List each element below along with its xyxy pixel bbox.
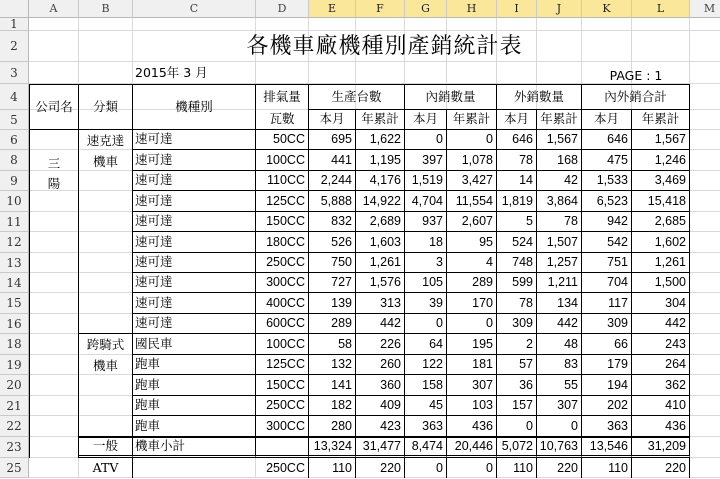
subtotal-cell[interactable]: 5,072	[497, 437, 537, 458]
row-header[interactable]: 16	[0, 314, 29, 334]
page-number: PAGE : 1	[609, 67, 663, 83]
data-cell[interactable]: 307	[447, 375, 497, 396]
data-cell[interactable]: 1,507	[537, 232, 582, 253]
data-cell[interactable]: 2,685	[632, 212, 690, 232]
displacement-value[interactable]: 150CC	[256, 375, 309, 396]
displacement-value[interactable]: 125CC	[256, 191, 309, 212]
partial-cell[interactable]: 110	[497, 458, 537, 478]
data-cell[interactable]: 524	[497, 232, 537, 253]
grid-cell[interactable]	[690, 171, 720, 191]
grid-cell[interactable]	[29, 31, 79, 62]
subtotal-cell[interactable]: 31,477	[356, 437, 405, 458]
data-cell[interactable]: 704	[582, 273, 632, 293]
data-cell[interactable]: 695	[309, 130, 356, 150]
data-cell[interactable]: 442	[632, 314, 690, 334]
displacement-value[interactable]: 125CC	[256, 355, 309, 375]
data-cell[interactable]: 132	[309, 355, 356, 375]
data-cell[interactable]: 441	[309, 150, 356, 171]
header-model: 機種別	[133, 84, 256, 130]
data-cell[interactable]: 362	[632, 375, 690, 396]
data-cell[interactable]: 78	[537, 212, 582, 232]
grid-cell[interactable]	[690, 355, 720, 375]
grid-cell[interactable]	[29, 62, 79, 84]
column-header-C[interactable]: C	[133, 0, 256, 18]
category-line: 速克達	[86, 133, 125, 148]
data-cell[interactable]: 1,195	[356, 150, 405, 171]
header-domestic: 內銷數量	[405, 84, 497, 110]
grid-cell[interactable]	[405, 18, 447, 31]
data-cell[interactable]: 134	[537, 293, 582, 314]
column-header-E[interactable]: E	[309, 0, 356, 18]
row-header[interactable]: 2	[0, 31, 29, 62]
data-cell[interactable]: 4	[447, 253, 497, 273]
model-name[interactable]: 跑車	[133, 355, 256, 375]
grid-cell[interactable]	[690, 396, 720, 416]
subtotal-label: 機車小計	[133, 437, 256, 458]
grid-cell[interactable]	[690, 130, 720, 150]
model-name[interactable]: 速可達	[133, 273, 256, 293]
data-cell[interactable]: 260	[356, 355, 405, 375]
grid-cell[interactable]	[690, 273, 720, 293]
data-cell[interactable]: 57	[497, 355, 537, 375]
data-cell[interactable]: 45	[405, 396, 447, 416]
partial-cell[interactable]: 220	[356, 458, 405, 478]
data-cell[interactable]: 363	[405, 416, 447, 437]
data-cell[interactable]: 442	[356, 314, 405, 334]
data-cell[interactable]: 1,576	[356, 273, 405, 293]
model-name[interactable]: 速可達	[133, 212, 256, 232]
data-cell[interactable]: 4,704	[405, 191, 447, 212]
data-cell[interactable]: 15,418	[632, 191, 690, 212]
partial-category[interactable]: ATV	[79, 458, 133, 478]
row-header[interactable]: 14	[0, 273, 29, 293]
header-displacement-unit: 瓦數	[256, 110, 309, 130]
row-header[interactable]: 8	[0, 150, 29, 171]
row-header[interactable]: 10	[0, 191, 29, 212]
grid-cell[interactable]	[690, 375, 720, 396]
category-line: 跨騎式	[86, 337, 125, 352]
header-ytd: 年累計	[447, 110, 497, 130]
grid-cell[interactable]	[690, 31, 720, 62]
data-cell[interactable]: 750	[309, 253, 356, 273]
data-cell[interactable]: 1,567	[537, 130, 582, 150]
data-cell[interactable]: 0	[447, 130, 497, 150]
data-cell[interactable]: 195	[447, 334, 497, 355]
data-cell[interactable]: 194	[582, 375, 632, 396]
data-cell[interactable]: 3,864	[537, 191, 582, 212]
data-cell[interactable]: 11,554	[447, 191, 497, 212]
grid-cell[interactable]	[690, 212, 720, 232]
grid-cell[interactable]	[133, 18, 256, 31]
header-total: 內外銷合計	[582, 84, 690, 110]
row-header[interactable]: 15	[0, 293, 29, 314]
data-cell[interactable]: 66	[582, 334, 632, 355]
partial-cell[interactable]: 220	[537, 458, 582, 478]
grid-cell[interactable]	[690, 458, 720, 478]
data-cell[interactable]: 304	[632, 293, 690, 314]
data-cell[interactable]: 646	[582, 130, 632, 150]
data-cell[interactable]: 309	[497, 314, 537, 334]
data-cell[interactable]: 475	[582, 150, 632, 171]
row-header[interactable]: 6	[0, 130, 29, 150]
row-header[interactable]: 9	[0, 171, 29, 191]
data-cell[interactable]: 158	[405, 375, 447, 396]
grid-cell[interactable]	[497, 62, 537, 84]
grid-cell[interactable]	[79, 18, 133, 31]
data-cell[interactable]: 599	[497, 273, 537, 293]
displacement-value[interactable]: 300CC	[256, 416, 309, 437]
data-cell[interactable]: 14	[497, 171, 537, 191]
grid-cell[interactable]	[690, 253, 720, 273]
partial-cell[interactable]: 110	[309, 458, 356, 478]
row-header[interactable]: 20	[0, 375, 29, 396]
data-cell[interactable]: 139	[309, 293, 356, 314]
row-header[interactable]: 11	[0, 212, 29, 232]
data-cell[interactable]: 170	[447, 293, 497, 314]
header-month: 本月	[497, 110, 537, 130]
model-name[interactable]: 速可達	[133, 293, 256, 314]
report-title: 各機車廠機種別產銷統計表	[246, 33, 523, 59]
data-cell[interactable]: 442	[537, 314, 582, 334]
subtotal-cell[interactable]: 10,763	[537, 437, 582, 458]
model-name[interactable]: 速可達	[133, 253, 256, 273]
model-name[interactable]: 速可達	[133, 171, 256, 191]
row-header[interactable]: 18	[0, 334, 29, 355]
data-cell[interactable]: 289	[447, 273, 497, 293]
grid-cell[interactable]	[133, 458, 256, 478]
data-cell[interactable]: 0	[405, 130, 447, 150]
data-cell[interactable]: 307	[537, 396, 582, 416]
data-cell[interactable]: 58	[309, 334, 356, 355]
data-cell[interactable]: 179	[582, 355, 632, 375]
data-cell[interactable]: 6,523	[582, 191, 632, 212]
column-header-G[interactable]: G	[405, 0, 447, 18]
model-name[interactable]: 國民車	[133, 334, 256, 355]
category-line: 機車	[92, 154, 118, 169]
data-cell[interactable]: 42	[537, 171, 582, 191]
data-cell[interactable]: 2,689	[356, 212, 405, 232]
displacement-value[interactable]: 250CC	[256, 253, 309, 273]
displacement-value[interactable]: 100CC	[256, 334, 309, 355]
grid-cell[interactable]	[29, 18, 79, 31]
data-cell[interactable]: 832	[309, 212, 356, 232]
data-cell[interactable]: 55	[537, 375, 582, 396]
grid-cell[interactable]	[309, 62, 356, 84]
data-cell[interactable]: 39	[405, 293, 447, 314]
data-cell[interactable]: 78	[497, 150, 537, 171]
data-cell[interactable]: 202	[582, 396, 632, 416]
displacement-value[interactable]: 600CC	[256, 314, 309, 334]
partial-cell[interactable]: 110	[582, 458, 632, 478]
displacement-value[interactable]: 180CC	[256, 232, 309, 253]
data-cell[interactable]: 280	[309, 416, 356, 437]
column-header-J[interactable]: J	[537, 0, 582, 18]
data-cell[interactable]: 436	[632, 416, 690, 437]
data-cell[interactable]: 117	[582, 293, 632, 314]
column-header-H[interactable]: H	[447, 0, 497, 18]
company-char: 三	[47, 156, 61, 171]
row-header[interactable]: 4	[0, 84, 29, 110]
grid-cell[interactable]	[256, 62, 309, 84]
subtotal-blank	[256, 437, 309, 458]
data-cell[interactable]: 0	[447, 314, 497, 334]
header-company: 公司名	[29, 84, 79, 130]
data-cell[interactable]: 363	[582, 416, 632, 437]
displacement-value[interactable]: 100CC	[256, 150, 309, 171]
column-header-F[interactable]: F	[356, 0, 405, 18]
grid-cell[interactable]	[690, 62, 720, 84]
header-ytd: 年累計	[356, 110, 405, 130]
grid-cell[interactable]	[497, 18, 537, 31]
header-displacement: 排氣量	[256, 84, 309, 110]
data-cell[interactable]: 1,819	[497, 191, 537, 212]
grid-cell[interactable]	[632, 18, 690, 31]
row-header[interactable]: 13	[0, 253, 29, 273]
data-cell[interactable]: 0	[405, 314, 447, 334]
company-name	[29, 130, 79, 458]
data-cell[interactable]: 1,567	[632, 130, 690, 150]
data-cell[interactable]: 542	[582, 232, 632, 253]
subtotal-cell[interactable]: 31,209	[632, 437, 690, 458]
grid-cell[interactable]	[256, 18, 309, 31]
grid-cell[interactable]	[356, 18, 405, 31]
data-cell[interactable]: 748	[497, 253, 537, 273]
row-header[interactable]: 19	[0, 355, 29, 375]
grid-cell[interactable]	[690, 293, 720, 314]
grid-cell[interactable]	[447, 62, 497, 84]
select-all-corner[interactable]	[0, 0, 29, 18]
data-cell[interactable]: 1,261	[356, 253, 405, 273]
header-month: 本月	[309, 110, 356, 130]
data-cell[interactable]: 168	[537, 150, 582, 171]
grid-cell[interactable]	[405, 62, 447, 84]
category-name	[79, 130, 133, 334]
row-header[interactable]: 1	[0, 18, 29, 31]
grid-cell[interactable]	[79, 62, 133, 84]
data-cell[interactable]: 526	[309, 232, 356, 253]
partial-cell[interactable]: 0	[447, 458, 497, 478]
grid-cell[interactable]	[447, 18, 497, 31]
row-header[interactable]: 21	[0, 396, 29, 416]
grid-cell[interactable]	[690, 150, 720, 171]
data-cell[interactable]: 14,922	[356, 191, 405, 212]
data-cell[interactable]: 48	[537, 334, 582, 355]
partial-displacement[interactable]: 250CC	[256, 458, 309, 478]
displacement-value[interactable]: 400CC	[256, 293, 309, 314]
data-cell[interactable]: 410	[632, 396, 690, 416]
data-cell[interactable]: 1,261	[632, 253, 690, 273]
data-cell[interactable]: 1,519	[405, 171, 447, 191]
data-cell[interactable]: 313	[356, 293, 405, 314]
row-header[interactable]: 12	[0, 232, 29, 253]
grid-cell[interactable]	[690, 314, 720, 334]
data-cell[interactable]: 1,078	[447, 150, 497, 171]
header-month: 本月	[582, 110, 632, 130]
data-cell[interactable]: 942	[582, 212, 632, 232]
data-cell[interactable]: 3	[405, 253, 447, 273]
column-header-B[interactable]: B	[79, 0, 133, 18]
data-cell[interactable]: 646	[497, 130, 537, 150]
column-header-K[interactable]: K	[582, 0, 632, 18]
subtotal-cell[interactable]: 13,324	[309, 437, 356, 458]
data-cell[interactable]: 0	[537, 416, 582, 437]
partial-cell[interactable]: 220	[632, 458, 690, 478]
grid-cell[interactable]	[582, 18, 632, 31]
data-cell[interactable]: 182	[309, 396, 356, 416]
model-name[interactable]: 速可達	[133, 314, 256, 334]
data-cell[interactable]: 141	[309, 375, 356, 396]
data-cell[interactable]: 64	[405, 334, 447, 355]
data-cell[interactable]: 436	[447, 416, 497, 437]
row-header[interactable]: 5	[0, 110, 29, 130]
displacement-value[interactable]: 50CC	[256, 130, 309, 150]
grid-cell[interactable]	[537, 62, 582, 84]
data-cell[interactable]: 5	[497, 212, 537, 232]
model-name[interactable]: 跑車	[133, 416, 256, 437]
model-name[interactable]: 跑車	[133, 375, 256, 396]
column-header-L[interactable]: L	[632, 0, 690, 18]
data-cell[interactable]: 5,888	[309, 191, 356, 212]
column-header-M[interactable]: M	[690, 0, 720, 18]
grid-cell[interactable]	[537, 18, 582, 31]
data-cell[interactable]: 1,257	[537, 253, 582, 273]
data-cell[interactable]: 2,244	[309, 171, 356, 191]
data-cell[interactable]: 105	[405, 273, 447, 293]
data-cell[interactable]: 309	[582, 314, 632, 334]
data-cell[interactable]: 1,211	[537, 273, 582, 293]
data-cell[interactable]: 157	[497, 396, 537, 416]
data-cell[interactable]: 289	[309, 314, 356, 334]
model-name[interactable]: 跑車	[133, 396, 256, 416]
data-cell[interactable]: 4,176	[356, 171, 405, 191]
row-header[interactable]: 3	[0, 62, 29, 84]
data-cell[interactable]: 409	[356, 396, 405, 416]
data-cell[interactable]: 0	[497, 416, 537, 437]
partial-cell[interactable]: 0	[405, 458, 447, 478]
displacement-value[interactable]: 150CC	[256, 212, 309, 232]
grid-cell[interactable]	[690, 416, 720, 437]
data-cell[interactable]: 1,533	[582, 171, 632, 191]
data-cell[interactable]: 727	[309, 273, 356, 293]
data-cell[interactable]: 3,427	[447, 171, 497, 191]
displacement-value[interactable]: 250CC	[256, 396, 309, 416]
header-ytd: 年累計	[537, 110, 582, 130]
subtotal-cell[interactable]: 8,474	[405, 437, 447, 458]
header-export: 外銷數量	[497, 84, 582, 110]
grid-cell[interactable]	[690, 232, 720, 253]
data-cell[interactable]: 1,246	[632, 150, 690, 171]
data-cell[interactable]: 181	[447, 355, 497, 375]
data-cell[interactable]: 2	[497, 334, 537, 355]
data-cell[interactable]: 1,622	[356, 130, 405, 150]
model-name[interactable]: 速可達	[133, 130, 256, 150]
subtotal-cell[interactable]: 13,546	[582, 437, 632, 458]
subtotal-category: 一般	[79, 437, 133, 458]
data-cell[interactable]: 423	[356, 416, 405, 437]
column-header-A[interactable]: A	[29, 0, 79, 18]
data-cell[interactable]: 83	[537, 355, 582, 375]
data-cell[interactable]: 226	[356, 334, 405, 355]
data-cell[interactable]: 1,500	[632, 273, 690, 293]
company-char: 陽	[47, 176, 61, 191]
grid-cell[interactable]	[29, 458, 79, 478]
data-cell[interactable]: 937	[405, 212, 447, 232]
grid-cell[interactable]	[690, 334, 720, 355]
header-category: 分類	[79, 84, 133, 130]
header-ytd: 年累計	[632, 110, 690, 130]
grid-cell[interactable]	[690, 18, 720, 31]
grid-cell[interactable]	[356, 62, 405, 84]
grid-cell[interactable]	[690, 84, 720, 110]
grid-cell[interactable]	[690, 437, 720, 458]
model-name[interactable]: 速可達	[133, 150, 256, 171]
data-cell[interactable]: 360	[356, 375, 405, 396]
data-cell[interactable]: 1,603	[356, 232, 405, 253]
data-cell[interactable]: 243	[632, 334, 690, 355]
column-header-I[interactable]: I	[497, 0, 537, 18]
displacement-value[interactable]: 110CC	[256, 171, 309, 191]
data-cell[interactable]: 122	[405, 355, 447, 375]
category-name	[79, 334, 133, 437]
data-cell[interactable]: 95	[447, 232, 497, 253]
header-month: 本月	[405, 110, 447, 130]
data-cell[interactable]: 397	[405, 150, 447, 171]
report-date: 2015年 3 月	[135, 64, 208, 80]
grid-cell[interactable]	[690, 110, 720, 130]
data-cell[interactable]: 2,607	[447, 212, 497, 232]
row-header[interactable]: 22	[0, 416, 29, 437]
column-header-D[interactable]: D	[256, 0, 309, 18]
subtotal-cell[interactable]: 20,446	[447, 437, 497, 458]
category-line: 機車	[92, 358, 118, 373]
data-cell[interactable]: 751	[582, 253, 632, 273]
data-cell[interactable]: 36	[497, 375, 537, 396]
data-cell[interactable]: 78	[497, 293, 537, 314]
model-name[interactable]: 速可達	[133, 232, 256, 253]
data-cell[interactable]: 264	[632, 355, 690, 375]
header-production: 生產台數	[309, 84, 405, 110]
row-header[interactable]: 25	[0, 458, 29, 478]
data-cell[interactable]: 3,469	[632, 171, 690, 191]
grid-cell[interactable]	[309, 18, 356, 31]
model-name[interactable]: 速可達	[133, 191, 256, 212]
displacement-value[interactable]: 300CC	[256, 273, 309, 293]
data-cell[interactable]: 18	[405, 232, 447, 253]
grid-cell[interactable]	[690, 191, 720, 212]
data-cell[interactable]: 1,602	[632, 232, 690, 253]
row-header[interactable]: 23	[0, 437, 29, 458]
data-cell[interactable]: 103	[447, 396, 497, 416]
